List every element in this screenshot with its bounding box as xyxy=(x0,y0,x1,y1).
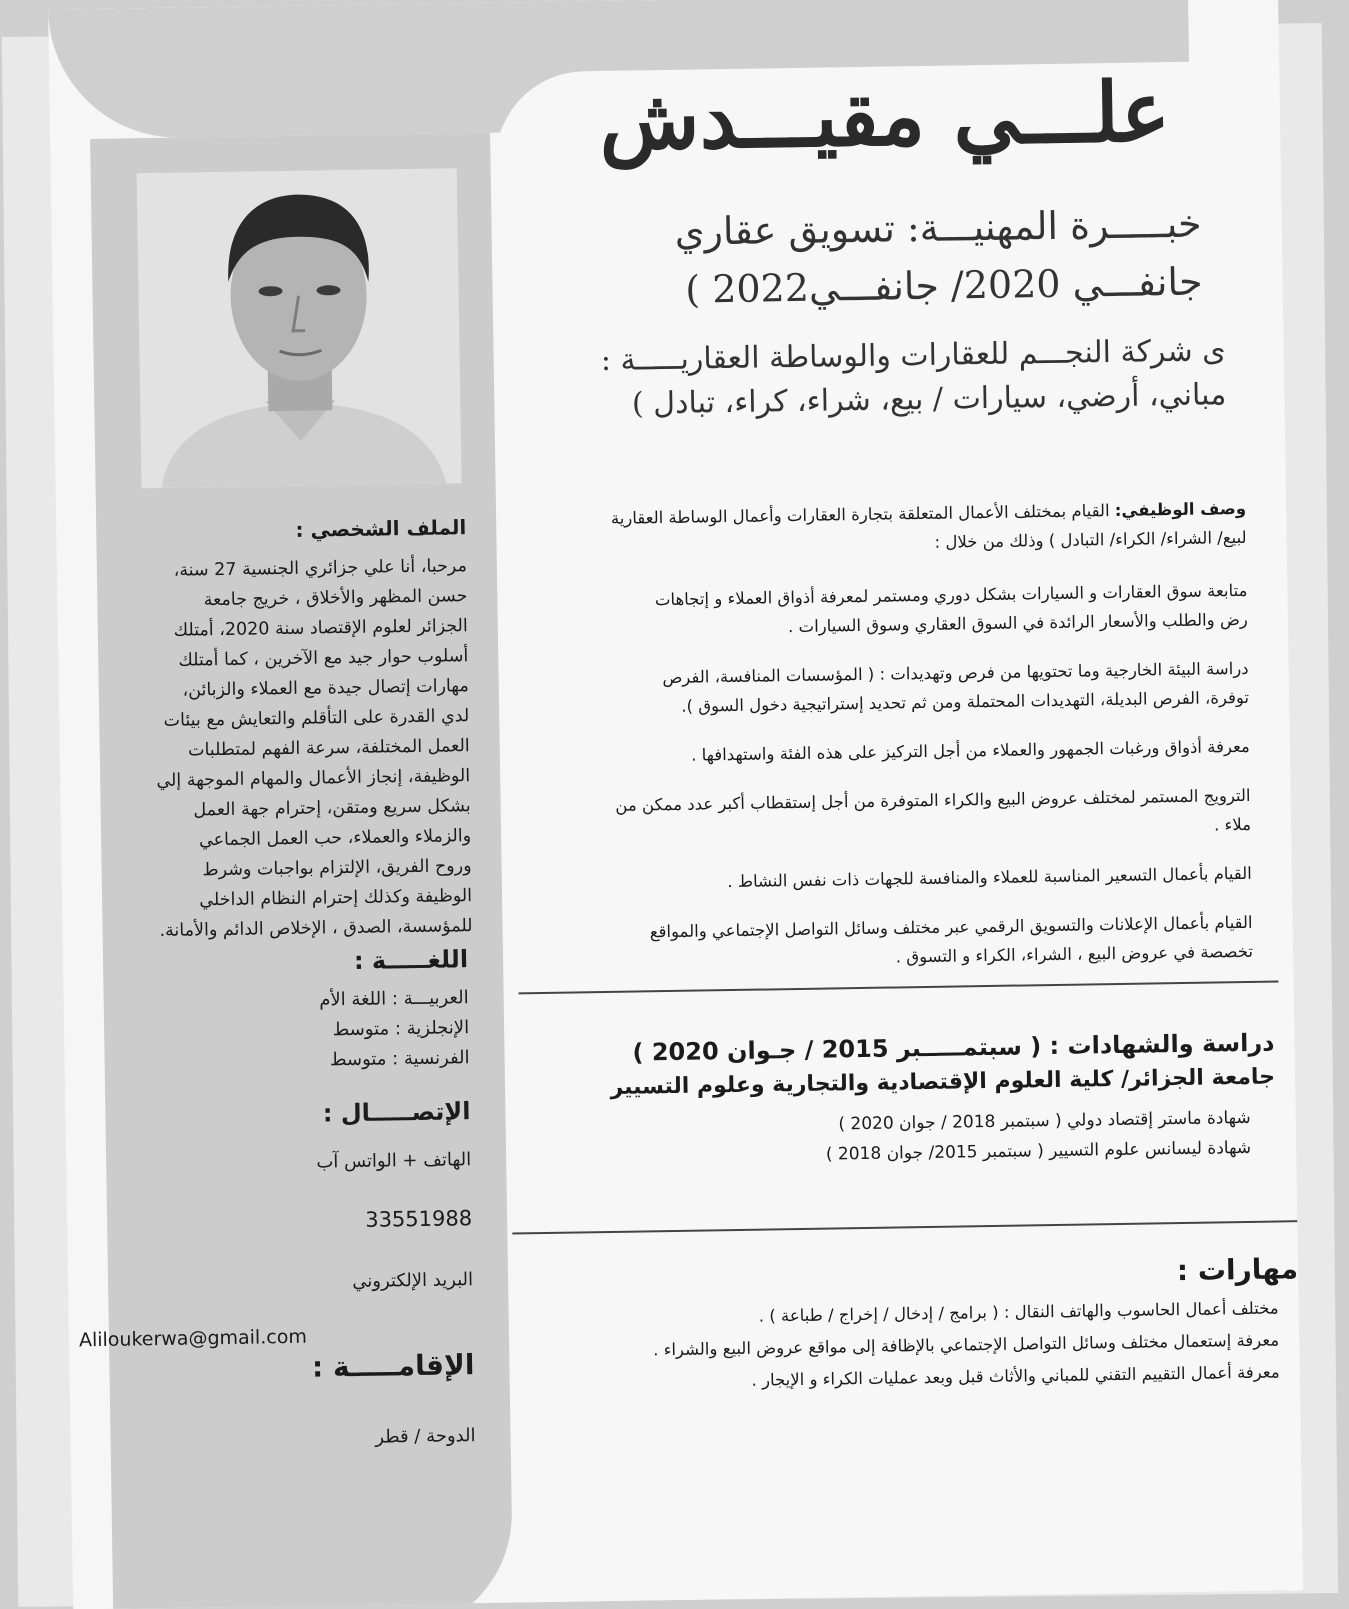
person-portrait-icon xyxy=(137,168,462,488)
residence-value: الدوحة / قطر xyxy=(375,1425,476,1448)
degree-item: شهادة ليسانس علوم التسيير ( سبتمبر 2015/ جوان 2018 ) xyxy=(825,1137,1252,1165)
job-intro-line-2: لبيع/ الشراء/ الكراء/ التبادل ) وذلك من خلال : xyxy=(934,527,1247,552)
education-heading: دراسة والشهادات : ( سبتمـــــبر 2015 / جـوان 2020 ) xyxy=(632,1028,1275,1067)
company-name: ى شركة النجـــم للعقارات والوساطة العقاريـــــة : xyxy=(600,333,1226,379)
profile-text: مرحبا، أنا علي جزائري الجنسية 27 سنة، حسن المظهر والأخلاق ، خريج جامعة الجزائر لعلوم الإقتصاد سنة 2020، أمتلك أسلوب حوار جيد مع الآخرين ، كما أمتلك مهارات إتصال جيدة مع العملاء والزبائن، لدي القدرة على التأقلم والتعايش مع بيئات العمل المختلفة، سرعة الفهم لمتطلبات الوظيفة، إنجاز الأعمال والمهام الموجهة إلي بشكل سريع ومتقن، إحترام جهة العمل والزملاء والعملاء، حب العمل الجماعي وروح الفريق، الإلتزام بواجبات وشرط الوظيفة وكذلك إحترام النظام الداخلي للمؤسسة، الصدق ، الإخلاص الدائم والأمانة. xyxy=(156,556,473,942)
skills-list xyxy=(498,1292,1279,1400)
phone-label: الهاتف + الواتس آب xyxy=(316,1149,472,1173)
education-degrees xyxy=(550,1103,1251,1174)
language-item: الإنجلزية : متوسط xyxy=(332,1017,470,1041)
list-item: متابعة سوق العقارات و السيارات بشكل دوري ومستمر لمعرفة أذواق العملاء و إتجاهات رض والطلب والأسعار الرائدة في السوق العقاري وسوق السيارات . xyxy=(654,580,1248,637)
job-intro-line-1: القيام بمختلف الأعمال المتعلقة بتجارة العقارات وأعمال الوساطة العقارية xyxy=(610,501,1110,528)
language-item: العربيـــة : اللغة الأم xyxy=(319,987,469,1011)
skill-item: مختلف أعمال الحاسوب والهاتف النقال : ( برامج / إدخال / إخراج / طباعة ) . xyxy=(758,1298,1279,1326)
job-description xyxy=(486,494,1253,978)
contact-heading: الإتصـــــال : xyxy=(322,1097,471,1128)
email-label: البريد الإلكتروني xyxy=(352,1269,474,1293)
job-label: وصف الوظيفي: xyxy=(1114,498,1247,520)
company-domains: مباني، أرضي، سيارات / بيع، شراء، كراء، تبادل ) xyxy=(631,377,1227,422)
skill-item: معرفة إستعمال مختلف وسائل التواصل الإجتماعي بالإظافة إلى مواقع عروض البيع والشراء . xyxy=(652,1330,1280,1360)
experience-title: خبـــــرة المهنيـــة: تسويق عقاري xyxy=(674,201,1202,254)
skill-item: معرفة أعمال التقييم التقني للمباني والأثاث قبل وبعد عمليات الكراء و الإيجار . xyxy=(751,1362,1280,1390)
language-item: الفرنسية : متوسط xyxy=(329,1047,470,1071)
experience-period: جانفـــي 2020/ جانفـــي2022 ) xyxy=(685,259,1203,312)
language-heading: اللغـــــة : xyxy=(353,945,469,975)
education-university: جامعة الجزائر/ كلية العلوم الإقتصادية والتجارية وعلوم التسيير xyxy=(610,1064,1276,1100)
cv-document xyxy=(48,0,1303,1609)
list-item: القيام بأعمال التسعير المناسبة للعملاء والمنافسة للجهات ذات نفس النشاط . xyxy=(727,863,1252,892)
list-item: معرفة أذواق ورغبات الجمهور والعملاء من أجل التركيز على هذه الفئة واستهدافها . xyxy=(691,736,1250,765)
skills-heading: مهارات : xyxy=(1176,1252,1299,1288)
residence-heading: الإقامـــــة : xyxy=(311,1348,475,1384)
full-name: علـــي مقيـــدش xyxy=(598,64,1171,170)
language-list xyxy=(113,983,469,1079)
degree-item: شهادة ماستر إقتصاد دولي ( سبتمبر 2018 / جوان 2020 ) xyxy=(838,1107,1251,1135)
list-item: دراسة البيئة الخارجية وما تحتويها من فرص وتهديدات : ( المؤسسات المنافسة، الفرص توفرة، الفرص البديلة، التهديدات المحتملة ومن ثم تحديد إستراتيجية دخول السوق ). xyxy=(662,658,1250,716)
list-item: القيام بأعمال الإعلانات والتسويق الرقمي عبر مختلف وسائل التواصل الإجتماعي والمواقع تخصصة في عروض البيع ، الشراء، الكراء و التسوق . xyxy=(649,912,1254,967)
profile-photo xyxy=(137,168,462,488)
profile-heading: الملف الشخصي : xyxy=(295,515,467,542)
email-address: Aliloukerwa@gmail.com xyxy=(78,1325,308,1352)
list-item: الترويج المستمر لمختلف عروض البيع والكراء المتوفرة من أجل إستقطاب أكبر عدد ممكن من ملاء . xyxy=(615,785,1252,835)
phone-number: 33551988 xyxy=(365,1206,473,1232)
